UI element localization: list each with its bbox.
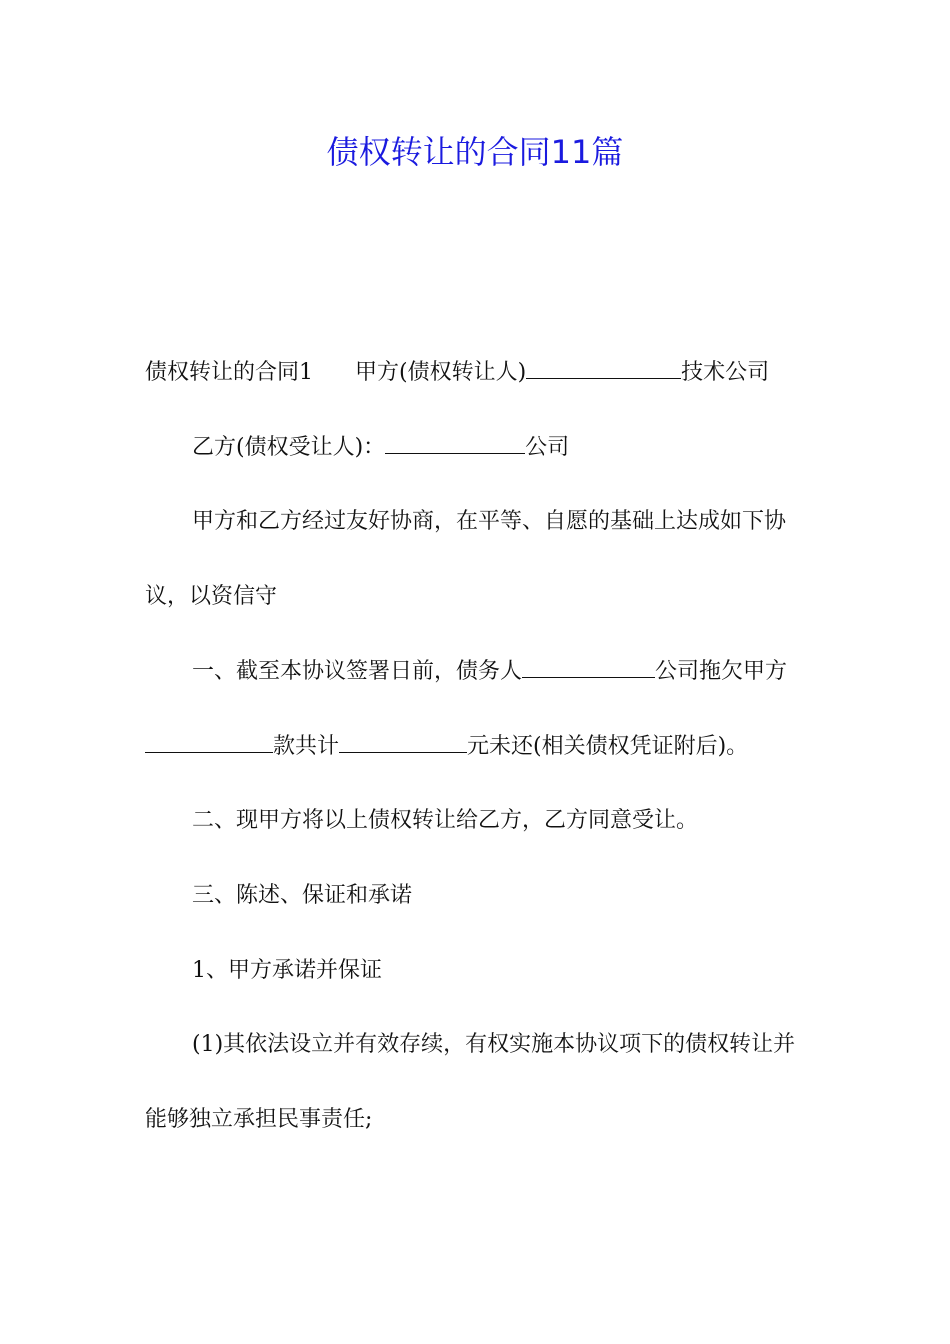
party-b-suffix: 公司 [525, 434, 570, 460]
payment-type-blank [145, 734, 273, 753]
clause-1-part-b: 公司拖欠甲方 [655, 658, 788, 684]
party-b-label: 乙方(债权受让人)： [192, 434, 386, 460]
party-a-line [145, 336, 805, 411]
party-a-label: 甲方(债权转让人) [355, 360, 527, 385]
contract-heading: 债权转让的合同1 [145, 360, 313, 385]
clause-3-1-1: (1)其依法设立并有效存续，有权实施本协议项下的债权转让并能够独立承担民事责任; [145, 1032, 796, 1133]
intro-paragraph: 甲方和乙方经过友好协商，在平等、自愿的基础上达成如下协议，以资信守 [145, 509, 787, 610]
document-body [145, 336, 805, 1158]
document-title: 债权转让的合同11篇 [326, 133, 624, 171]
amount-blank [339, 734, 467, 753]
clause-1-part-a: 一、截至本协议签署日前，债务人 [192, 658, 523, 684]
party-b-line [145, 411, 805, 486]
clause-3-heading: 三、陈述、保证和承诺 [192, 882, 413, 908]
clause-2: 二、现甲方将以上债权转让给乙方，乙方同意受让。 [192, 808, 699, 834]
clause-1 [145, 635, 805, 784]
clause-1-part-c: 款共计 [273, 733, 340, 759]
party-a-blank [526, 360, 681, 379]
debtor-blank [522, 659, 655, 678]
clause-1-part-d: 元未还(相关债权凭证附后)。 [467, 733, 749, 759]
party-b-blank [385, 435, 525, 454]
clause-3-1-heading: 1、甲方承诺并保证 [192, 957, 382, 983]
party-a-suffix: 技术公司 [681, 360, 770, 385]
